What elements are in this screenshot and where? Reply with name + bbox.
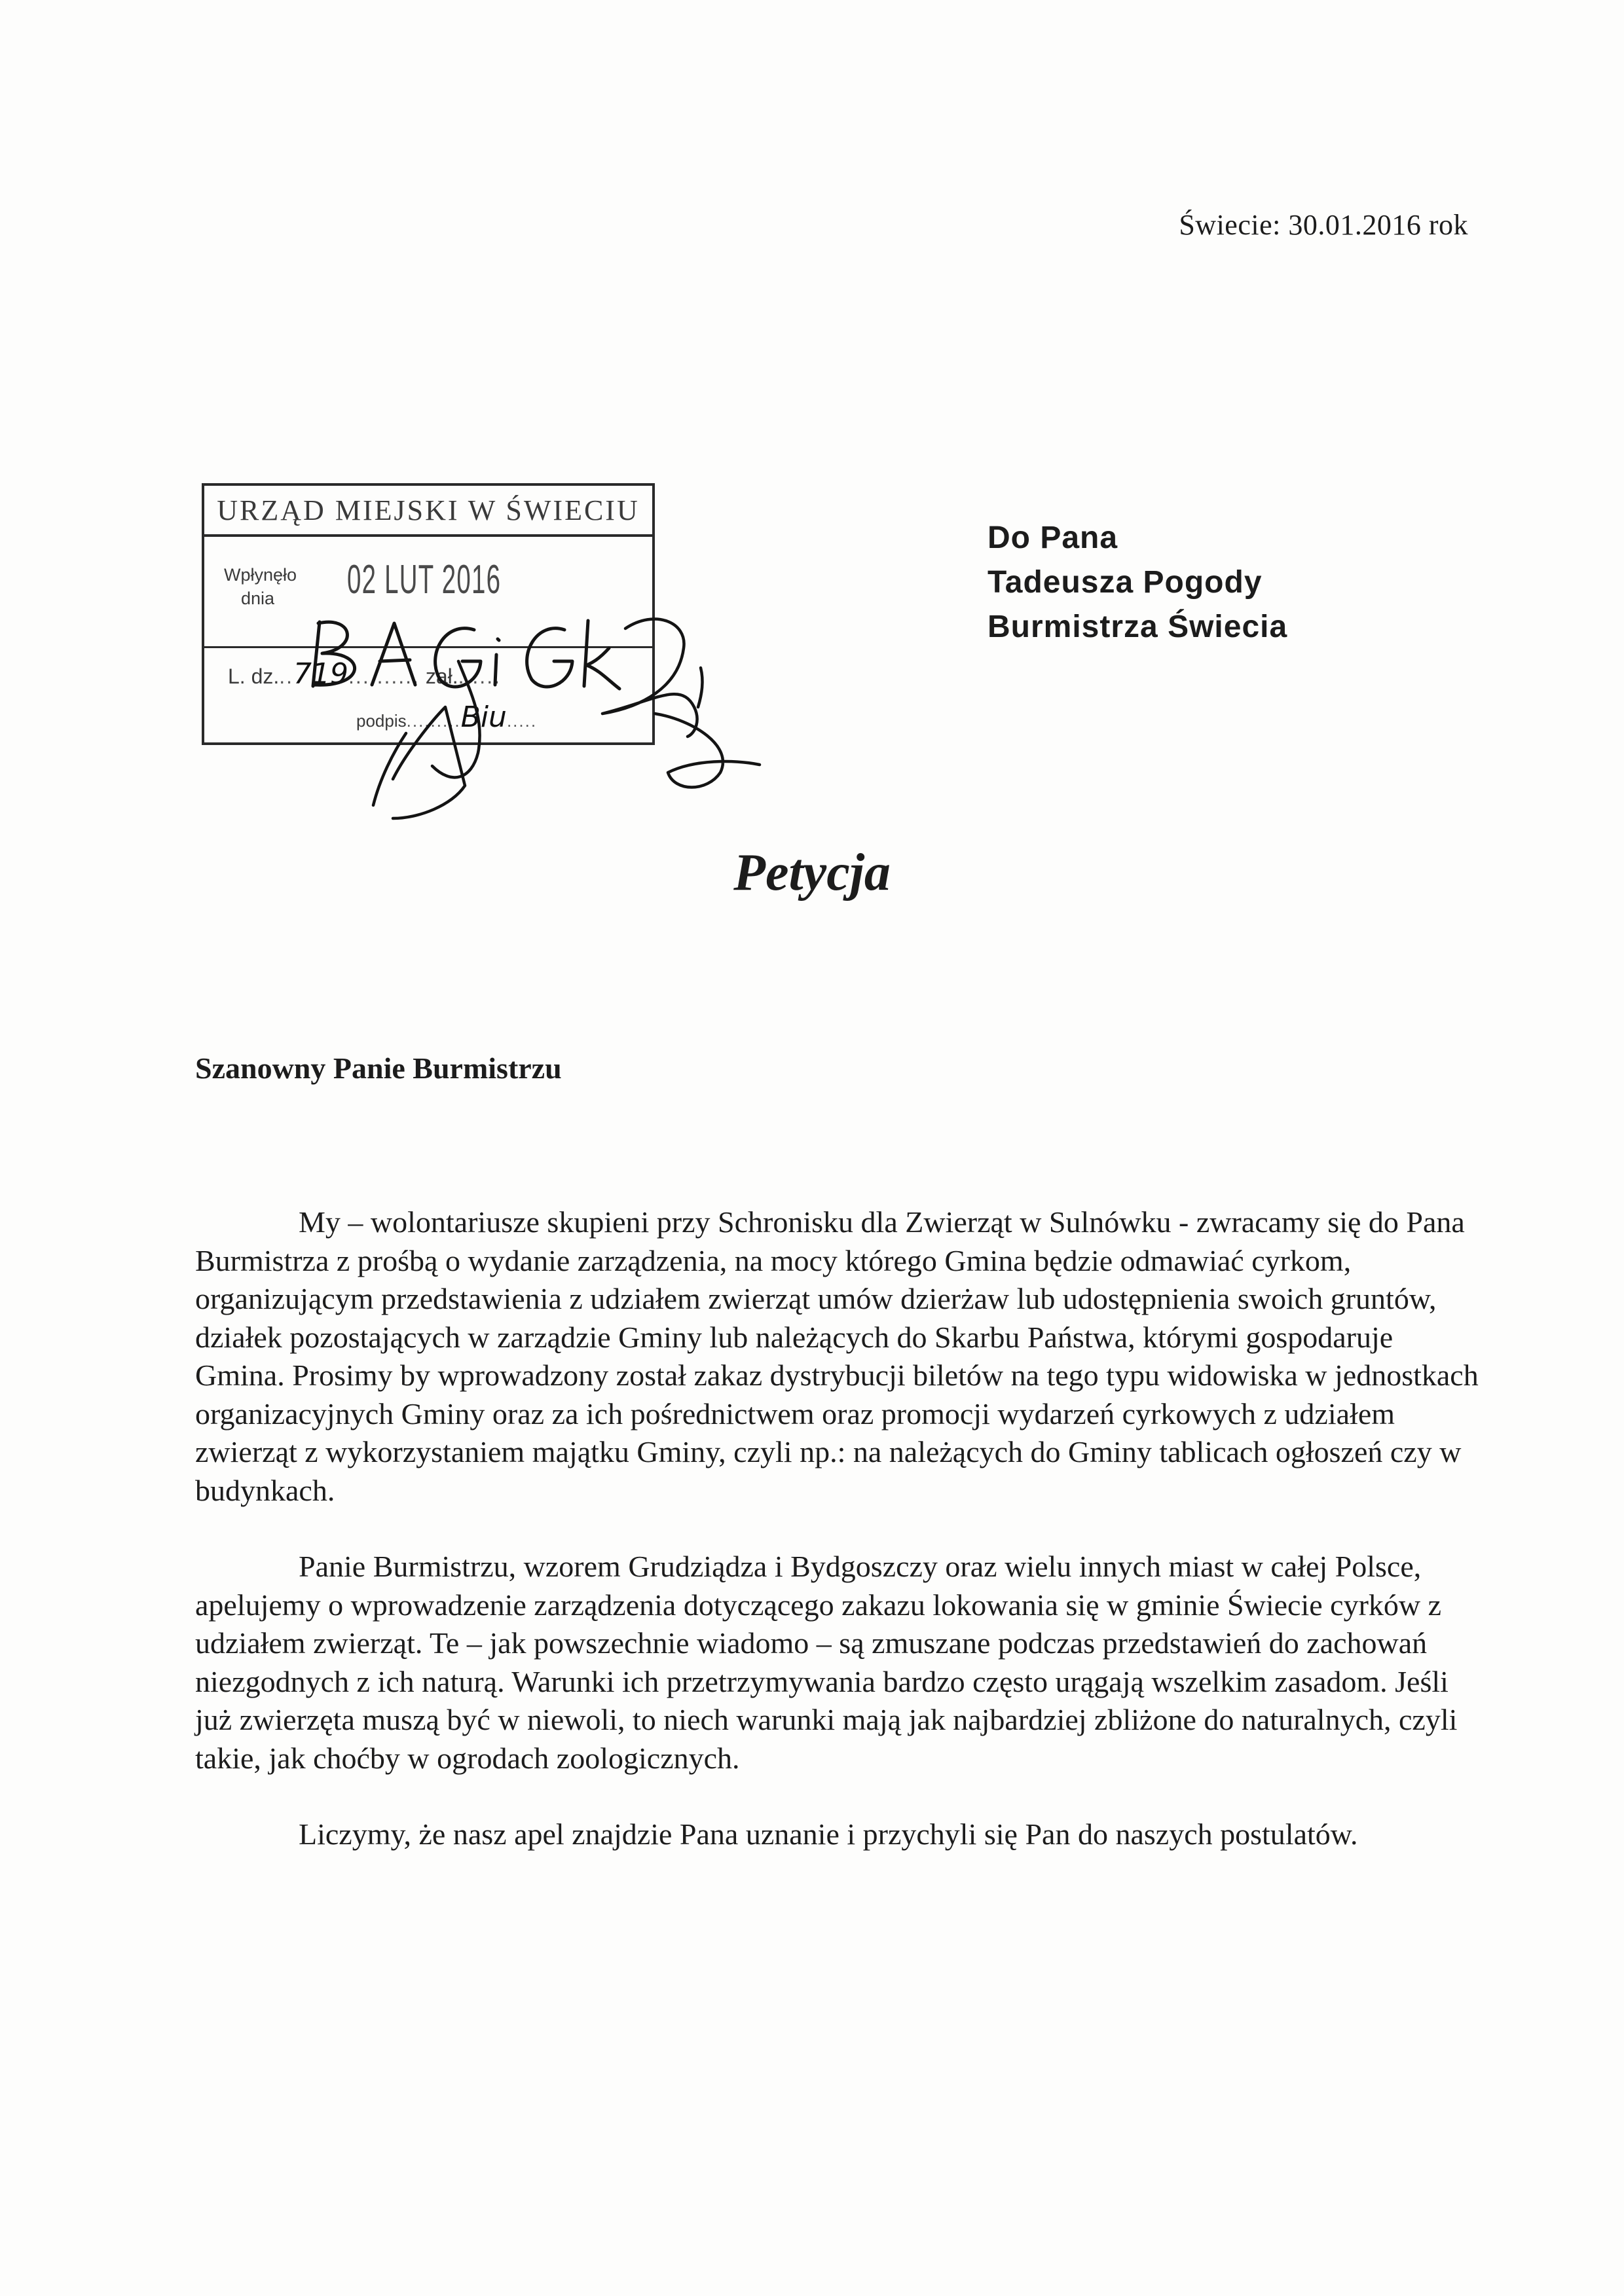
stamp-signature-label: podpis [356, 711, 407, 731]
recipient-line-3: Burmistrza Świecia [987, 610, 1288, 644]
salutation: Szanowny Panie Burmistrzu [195, 1051, 562, 1085]
stamp-attachments-label: zał. [425, 665, 458, 688]
letter-date: Świecie: 30.01.2016 rok [1179, 209, 1468, 241]
recipient-line-2: Tadeusza Pogody [987, 565, 1263, 600]
recipient-block [987, 516, 1287, 649]
registration-stamp [202, 483, 655, 745]
stamp-divider [204, 646, 652, 648]
stamp-ldz-label: L. dz. [228, 665, 280, 688]
body-paragraph: My – wolontariusze skupieni przy Schronisku dla Zwierząt w Sulnówku - zwracamy się do Pana Burmistrza z prośbą o wydanie zarządzenia, na mocy którego Gmina będzie odmawiać cyrkom, organizującym przedstawienia z udziałem zwierząt umów dzierżaw lub udostępnienia swoich gruntów, działek pozostających w zarządzie Gminy lub należących do Skarbu Państwa, którymi gospodaruje Gmina. Prosimy by wprowadzony został zakaz dystrybucji biletów na tego typu widowiska w jednostkach organizacyjnych Gminy oraz za ich pośrednictwem oraz promocji wydarzeń cyrkowych z udziałem zwierząt z wykorzystaniem majątku Gminy, czyli np.: na należących do Gminy tablicach ogłoszeń czy w budynkach. [195, 1205, 1479, 1507]
stamp-received-label [224, 563, 297, 610]
stamp-signature-row: podpis.........Biu..... [356, 701, 538, 734]
document-title: Petycja [733, 844, 891, 902]
letter-body [195, 1203, 1479, 1892]
stamp-received-line1: Wpłynęło [224, 565, 297, 585]
body-paragraph: Liczymy, że nasz apel znajdzie Pana uznanie i przychyli się Pan do naszych postulatów. [299, 1817, 1358, 1851]
recipient-line-1: Do Pana [987, 520, 1118, 555]
stamp-received-line2: dnia [241, 589, 275, 608]
stamp-office-name: URZĄD MIEJSKI W ŚWIECIU [204, 486, 652, 537]
stamp-ldz-value: 719 [293, 657, 349, 691]
body-paragraph: Panie Burmistrzu, wzorem Grudziądza i Bydgoszczy oraz wielu innych miast w całej Polsce, apelujemy o wprowadzenie zarządzenia dotyczącego zakazu lokowania się w gminie Świecie cyrków z udziałem zwierząt. Te – jak powszechnie wiadomo – są zmuszane podczas przedstawień do zachowań niezgodnych z ich naturą. Warunki ich przetrzymywania bardzo często urągają wszelkim zasadom. Jeśli już zwierzęta muszą być w niewoli, to niech warunki mają jak najbardziej zbliżone do naturalnych, czyli takie, jak choćby w ogrodach zoologicznych. [195, 1550, 1458, 1775]
stamp-signature-value: Biu [460, 701, 507, 734]
stamp-received-date: 02 LUT 2016 [347, 557, 502, 602]
stamp-registry-row: L. dz...719.......... zał....... [228, 657, 501, 691]
